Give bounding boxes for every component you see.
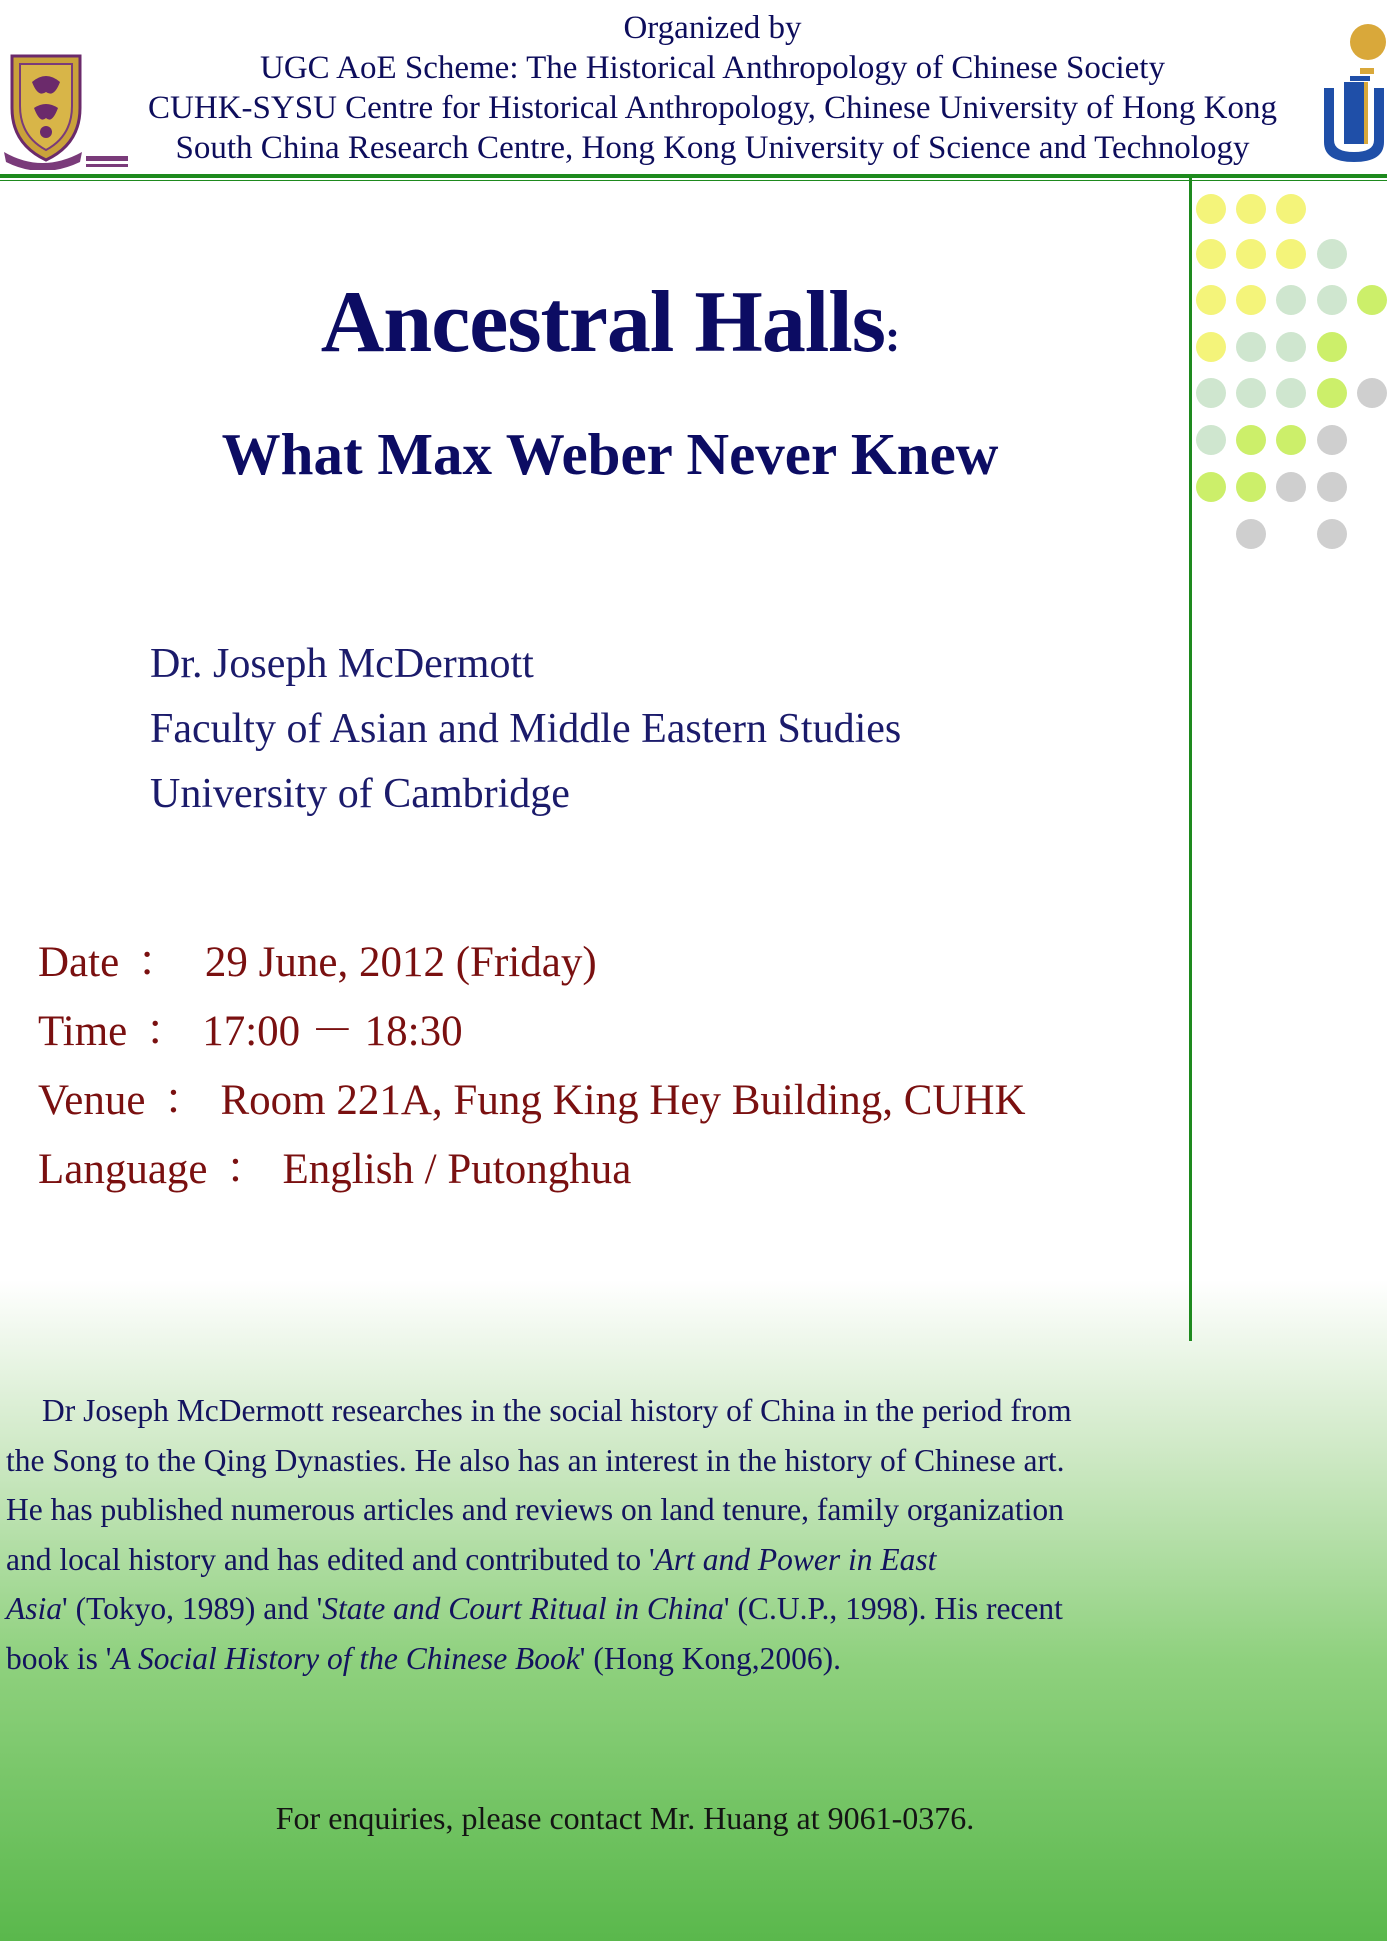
bio-line-2: the Song to the Qing Dynasties. He also has an interest in the history of Chinese art. <box>6 1442 1065 1478</box>
book-title-social-history: A Social History of the Chinese Book <box>111 1640 580 1676</box>
date-label: Date <box>38 939 120 986</box>
speaker-block <box>150 632 901 827</box>
date-separator: ： <box>137 939 181 986</box>
language-separator: ： <box>225 1146 269 1193</box>
bio-line-5-text: ' (Tokyo, 1989) and ' <box>62 1591 323 1626</box>
bio-line-3: He has published numerous articles and reviews on land tenure, family organization <box>6 1492 1064 1527</box>
book-title-state-ritual: State and Court Ritual in China <box>322 1591 724 1626</box>
bio-line-5-tail: ' (C.U.P., 1998). His recent <box>723 1591 1063 1626</box>
event-details <box>38 928 1026 1204</box>
venue-label: Venue <box>38 1077 146 1124</box>
organizer-line-ugc: UGC AoE Scheme: The Historical Anthropology of Chinese Society <box>260 50 1165 86</box>
language-value: English / Putonghua <box>282 1146 632 1193</box>
speaker-name: Dr. Joseph McDermott <box>150 641 534 687</box>
event-title <box>0 272 1220 373</box>
time-label: Time <box>38 1008 128 1055</box>
book-title-art-power: Art and Power in East <box>654 1541 937 1577</box>
organizer-line-hkust: South China Research Centre, Hong Kong University of Science and Technology <box>175 130 1250 166</box>
hkust-logo <box>1320 22 1387 170</box>
speaker-bio <box>6 1386 1186 1683</box>
enquiry-contact: For enquiries, please contact Mr. Huang at 9061-0376. <box>275 1800 975 1836</box>
bio-line-6 <box>6 1634 1186 1684</box>
bio-line-4-text: and local history and has edited and contributed to ' <box>6 1541 655 1577</box>
venue-row <box>38 1066 1026 1135</box>
cuhk-crest-logo <box>2 52 130 170</box>
header-divider <box>0 174 1387 178</box>
venue-separator: ： <box>163 1077 207 1124</box>
event-title-colon: : <box>884 310 900 361</box>
header-divider-thin <box>0 180 1387 181</box>
event-subtitle: What Max Weber Never Knew <box>221 421 999 487</box>
bio-line-1: Dr Joseph McDermott researches in the social history of China in the period from <box>42 1393 1072 1428</box>
date-value: 29 June, 2012 (Friday) <box>204 939 597 986</box>
time-value: 17:00 － 18:30 <box>202 1008 463 1055</box>
organizer-header <box>120 8 1305 168</box>
time-separator: ： <box>145 1008 189 1055</box>
organizer-line-cuhk: CUHK-SYSU Centre for Historical Anthropology, Chinese University of Hong Kong <box>148 90 1277 126</box>
time-row <box>38 997 1026 1066</box>
language-row <box>38 1135 1026 1204</box>
speaker-faculty: Faculty of Asian and Middle Eastern Studies <box>150 706 902 752</box>
organized-by-label: Organized by <box>623 10 802 46</box>
bio-line-4 <box>6 1535 1186 1585</box>
bio-line-6-text: book is ' <box>6 1640 112 1676</box>
bio-line-6-tail: ' (Hong Kong,2006). <box>579 1640 841 1676</box>
book-title-art-power-cont: Asia <box>6 1591 63 1626</box>
bio-line-5 <box>6 1584 1186 1634</box>
date-row <box>38 928 1026 997</box>
venue-value: Room 221A, Fung King Hey Building, CUHK <box>220 1077 1026 1124</box>
speaker-university: University of Cambridge <box>150 771 570 817</box>
event-title-text: Ancestral Halls <box>320 274 885 371</box>
language-label: Language <box>38 1146 208 1193</box>
